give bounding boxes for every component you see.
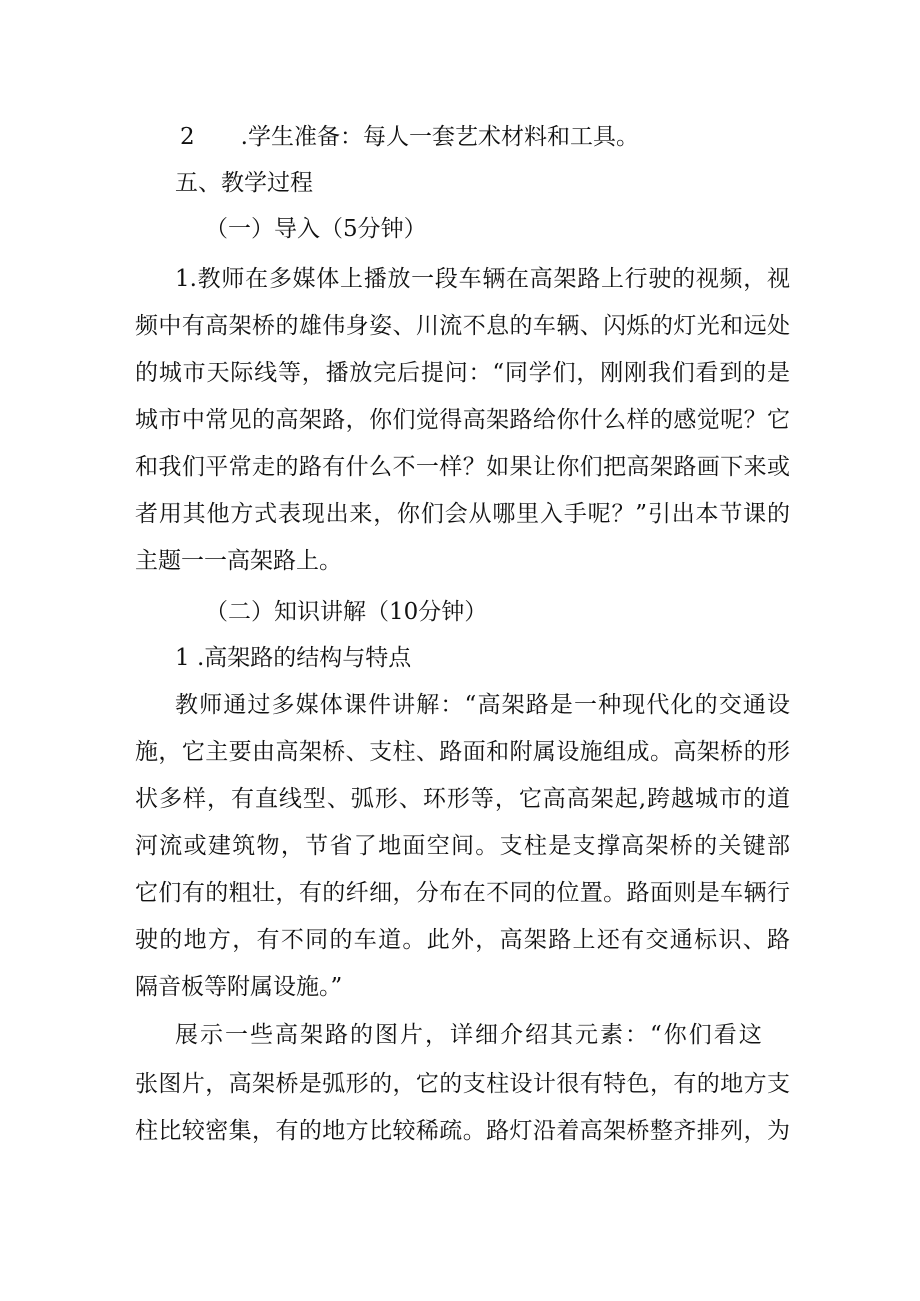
paragraph-line: 城市中常见的高架路，你们觉得高架路给你什么样的感觉呢？它 <box>135 407 790 433</box>
paragraph-line: 展示一些高架路的图片，详细介绍其元素：“你们看这 <box>175 1022 764 1048</box>
paragraph-line: 状多样，有直线型、弧形、环形等，它高高架起,跨越城市的道 <box>135 786 790 812</box>
paragraph-line: 柱比较密集，有的地方比较稀疏。路灯沿着高架桥整齐排列，为 <box>135 1118 790 1144</box>
subsection-heading: （一）导入（5分钟） <box>205 216 427 242</box>
paragraph-line: 者用其他方式表现出来，你们会从哪里入手呢？”引出本节课的 <box>135 501 790 527</box>
paragraph-line: 主题一一高架路上。 <box>135 548 342 574</box>
paragraph-line: 它们有的粗壮，有的纤细，分布在不同的位置。路面则是车辆行 <box>135 880 790 906</box>
subsection-heading: （二）知识讲解（10分钟） <box>205 599 488 625</box>
paragraph-line: 隔音板等附属设施。” <box>135 974 343 1000</box>
list-item-heading: 1 .高架路的结构与特点 <box>175 645 412 671</box>
paragraph-line: 驶的地方，有不同的车道。此外，高架路上还有交通标识、路 <box>135 927 790 953</box>
paragraph-line: 频中有高架桥的雄伟身姿、川流不息的车辆、闪烁的灯光和远处 <box>135 313 790 339</box>
list-item-student-prep: 2 .学生准备：每人一套艺术材料和工具。 <box>180 124 639 150</box>
paragraph-line: 1.教师在多媒体上播放一段车辆在高架路上行驶的视频，视 <box>175 266 790 292</box>
paragraph-line: 的城市天际线等，播放完后提问：“同学们，刚刚我们看到的是 <box>135 360 790 386</box>
paragraph-line: 和我们平常走的路有什么不一样？如果让你们把高架路画下来或 <box>135 454 790 480</box>
paragraph-line: 教师通过多媒体课件讲解：“高架路是一种现代化的交通设 <box>175 692 790 718</box>
paragraph-line: 河流或建筑物，节省了地面空间。支柱是支撑高架桥的关键部 <box>135 833 790 859</box>
paragraph-line: 张图片，高架桥是弧形的，它的支柱设计很有特色，有的地方支 <box>135 1071 790 1097</box>
section-heading: 五、教学过程 <box>175 170 313 196</box>
paragraph-line: 施，它主要由高架桥、支柱、路面和附属设施组成。高架桥的形 <box>135 739 790 765</box>
